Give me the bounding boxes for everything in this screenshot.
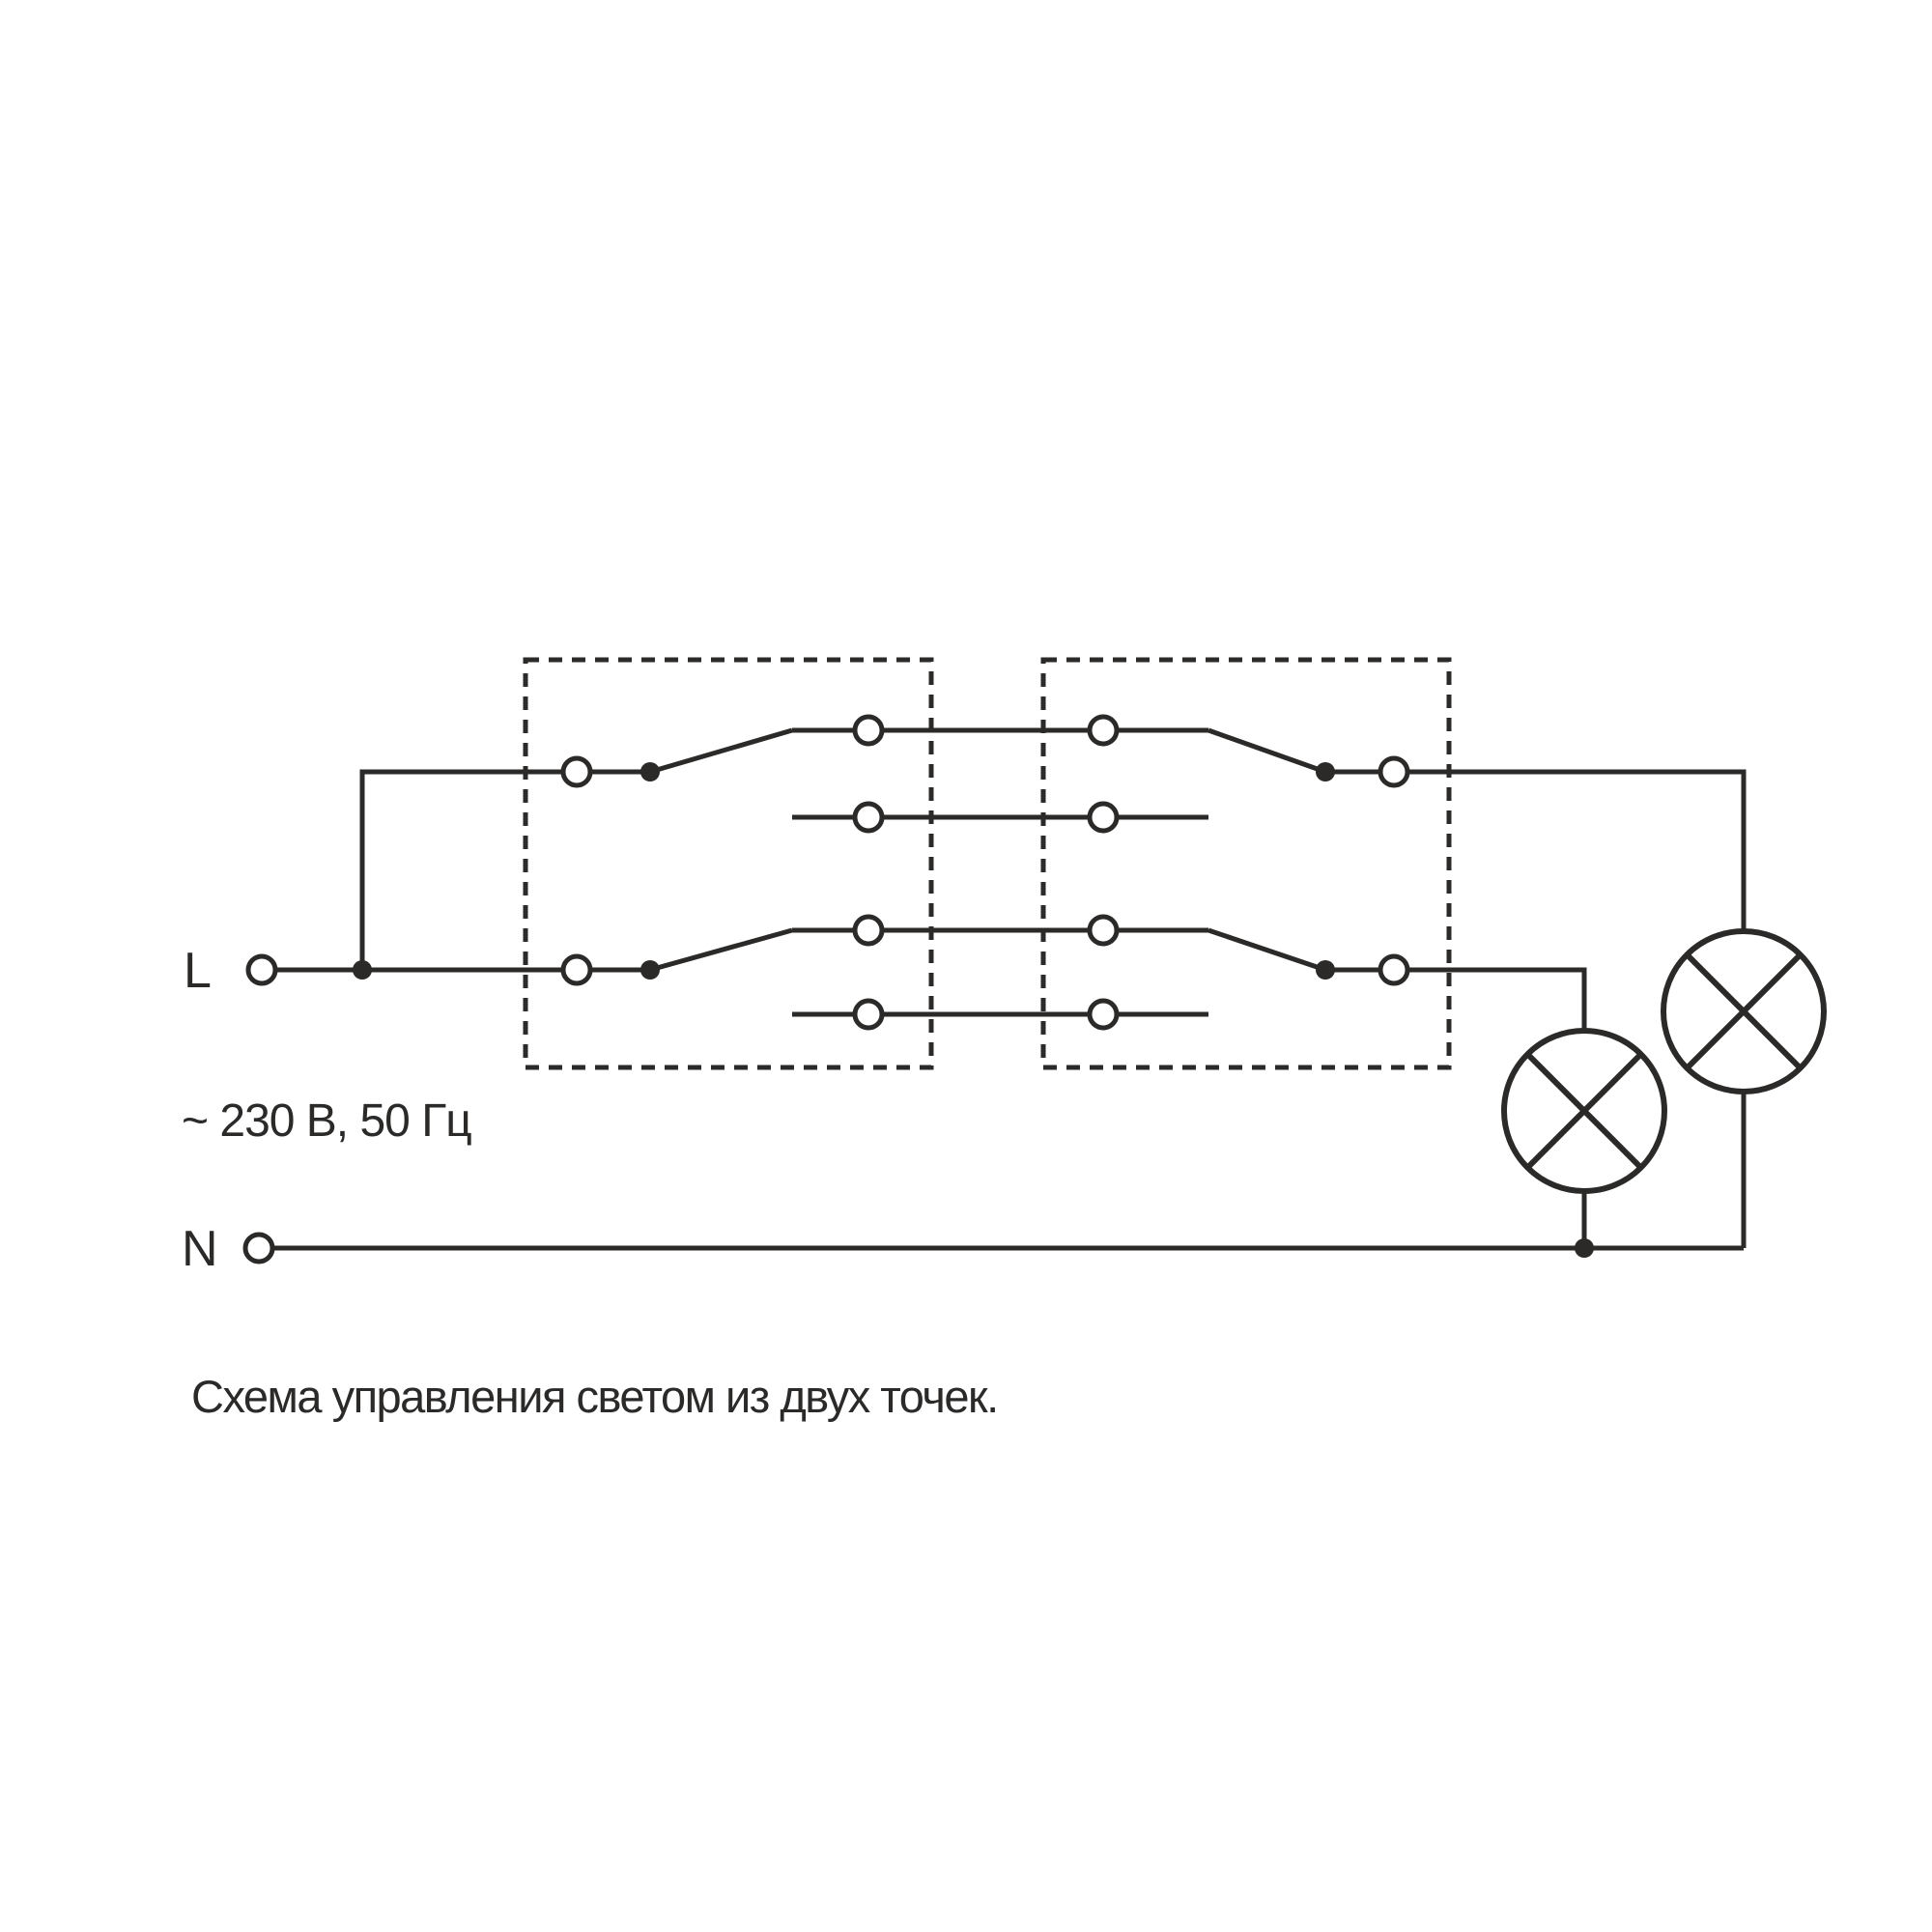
- caption: Схема управления светом из двух точек.: [191, 1371, 998, 1422]
- wire-sw2-gang1-blade: [1208, 730, 1325, 772]
- wire-sw1-gang1-blade: [650, 730, 792, 772]
- wires: [259, 730, 1744, 1248]
- terminal-sw1-gang1-common: [563, 758, 590, 785]
- junction-line-branch-dot: [353, 960, 372, 980]
- terminal-sw2-gang2-common: [1380, 956, 1407, 983]
- wire-gang1-exit-to-lamp2: [1325, 772, 1744, 931]
- terminal-sw2-gang2-strap: [1090, 917, 1117, 944]
- terminal-sw1-gang2-common: [563, 956, 590, 983]
- terminals: [245, 717, 1407, 1262]
- pivot-sw2-gang2-dot: [1316, 960, 1335, 980]
- terminal-sw2-gang2-floating: [1090, 1001, 1117, 1028]
- terminal-sw1-gang1-floating: [855, 804, 882, 831]
- wire-sw2-gang2-blade: [1208, 930, 1325, 970]
- terminal-L: [248, 956, 275, 983]
- terminal-sw1-gang2-floating: [855, 1001, 882, 1028]
- lamp-1: [1504, 1031, 1664, 1191]
- lamp-1-cross: [1527, 1054, 1640, 1167]
- wire-gang2-exit-to-lamp1: [1325, 970, 1584, 1032]
- wire-line-branch: [362, 772, 650, 970]
- terminal-sw1-gang1-strap: [855, 717, 882, 744]
- junction-neutral-dot: [1575, 1238, 1594, 1258]
- pivot-sw1-gang1-dot: [640, 762, 660, 781]
- wire-sw1-gang2-blade: [650, 930, 792, 970]
- terminal-sw2-gang1-floating: [1090, 804, 1117, 831]
- terminal-sw2-gang1-strap: [1090, 717, 1117, 744]
- terminal-sw2-gang1-common: [1380, 758, 1407, 785]
- terminal-sw1-gang2-strap: [855, 917, 882, 944]
- lamp-2-cross: [1687, 954, 1800, 1067]
- label-voltage: ~ 230 В, 50 Гц: [182, 1095, 471, 1147]
- pivot-sw2-gang1-dot: [1316, 762, 1335, 781]
- terminal-N: [245, 1235, 272, 1262]
- lamp-2: [1663, 931, 1824, 1092]
- label-neutral-terminal: N: [182, 1221, 218, 1277]
- label-line-terminal: L: [184, 943, 212, 999]
- junction-dots: [353, 762, 1594, 1258]
- pivot-sw1-gang2-dot: [640, 960, 660, 980]
